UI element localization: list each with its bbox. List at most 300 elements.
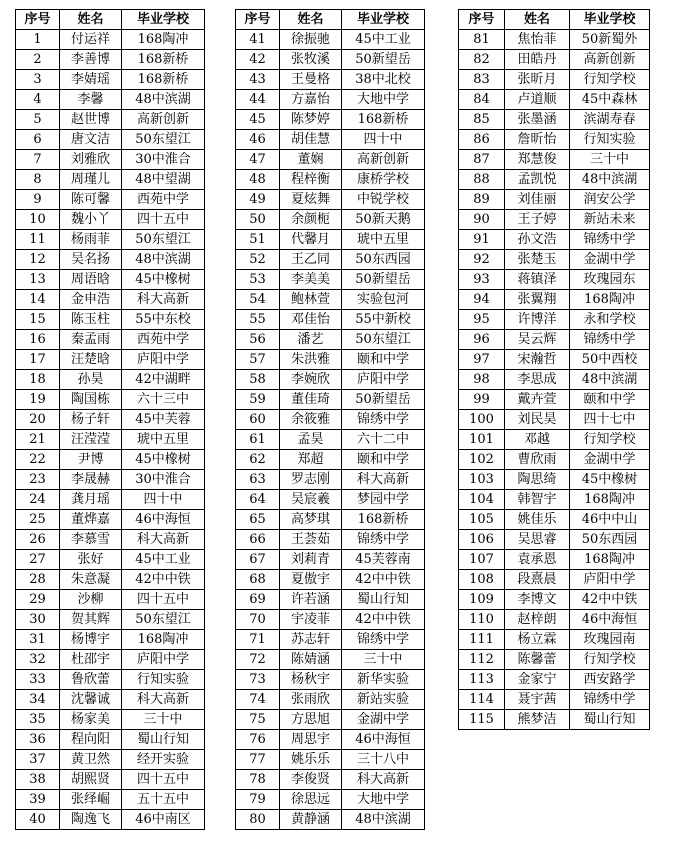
row-number: 30 [16,610,60,630]
school-name: 48中滨湖 [342,810,425,830]
student-name: 李婧瑶 [60,70,122,90]
row-number: 62 [236,450,280,470]
school-name: 颐和中学 [570,390,650,410]
table-row [459,50,650,70]
school-name: 锦绣中学 [570,230,650,250]
student-name: 唐文洁 [60,130,122,150]
table-row [459,110,650,130]
table-row [459,290,650,310]
school-name: 48中滨湖 [570,170,650,190]
table-row [16,330,205,350]
row-number: 72 [236,650,280,670]
school-name: 金湖中学 [570,450,650,470]
table-row [459,650,650,670]
school-name: 55中新校 [342,310,425,330]
table-row [16,150,205,170]
table-row [236,410,425,430]
row-number: 46 [236,130,280,150]
school-name: 48中滨湖 [122,90,205,110]
student-name: 李慕雪 [60,530,122,550]
table-row [16,450,205,470]
table-row [16,130,205,150]
school-name: 中锐学校 [342,190,425,210]
table-row [459,30,650,50]
student-name: 段熹晨 [505,570,570,590]
school-name: 50东望江 [122,130,205,150]
row-number: 73 [236,670,280,690]
student-name: 田皓丹 [505,50,570,70]
school-name: 48中滨湖 [122,250,205,270]
student-name: 陶国栋 [60,390,122,410]
student-name: 张牧溪 [280,50,342,70]
row-number: 25 [16,510,60,530]
roster-table-1 [15,9,205,830]
student-name: 贺其辉 [60,610,122,630]
row-number: 69 [236,590,280,610]
table-row [236,810,425,830]
table-row [236,250,425,270]
school-name: 48中望湖 [122,170,205,190]
row-number: 97 [459,350,505,370]
table-row [236,610,425,630]
table-row [236,750,425,770]
school-name: 西安路学 [570,670,650,690]
student-name: 袁承恩 [505,550,570,570]
row-number: 89 [459,190,505,210]
table-row [236,590,425,610]
school-name: 行知实验 [570,130,650,150]
row-number: 76 [236,730,280,750]
student-name: 龚月瑶 [60,490,122,510]
table-row [236,210,425,230]
row-number: 106 [459,530,505,550]
row-number: 65 [236,510,280,530]
student-name: 王乙同 [280,250,342,270]
row-number: 79 [236,790,280,810]
header-no: 序号 [236,10,280,30]
student-name: 程向阳 [60,730,122,750]
table-row [16,630,205,650]
table-row [236,190,425,210]
student-name: 卢道顺 [505,90,570,110]
table-row [236,450,425,470]
student-name: 孙昊 [60,370,122,390]
table-row [459,330,650,350]
row-number: 67 [236,550,280,570]
student-name: 代馨月 [280,230,342,250]
table-row [236,390,425,410]
table-row [236,330,425,350]
row-number: 2 [16,50,60,70]
row-number: 101 [459,430,505,450]
row-number: 59 [236,390,280,410]
table-row [16,30,205,50]
student-name: 陶逸飞 [60,810,122,830]
table-row [236,170,425,190]
table-row [236,770,425,790]
row-number: 77 [236,750,280,770]
school-name: 45中森林 [570,90,650,110]
header-no: 序号 [16,10,60,30]
school-name: 42中中铁 [122,570,205,590]
student-name: 程梓衡 [280,170,342,190]
row-number: 104 [459,490,505,510]
student-name: 方嘉怡 [280,90,342,110]
table-row [16,410,205,430]
student-name: 张好 [60,550,122,570]
student-name: 杨雨菲 [60,230,122,250]
table-row [459,530,650,550]
school-name: 42中中铁 [342,570,425,590]
table-row [459,550,650,570]
student-name: 吴思睿 [505,530,570,550]
table-row [236,30,425,50]
school-name: 锦绣中学 [570,690,650,710]
row-number: 98 [459,370,505,390]
table-row [459,150,650,170]
school-name: 三十中 [342,650,425,670]
student-name: 魏小丫 [60,210,122,230]
school-name: 梦园中学 [342,490,425,510]
table-row [16,670,205,690]
table-row [236,150,425,170]
student-name: 鲁欣蕾 [60,670,122,690]
table-row [16,770,205,790]
school-name: 蜀山行知 [122,730,205,750]
row-number: 86 [459,130,505,150]
student-name: 黄卫然 [60,750,122,770]
row-number: 108 [459,570,505,590]
student-name: 李馨 [60,90,122,110]
row-number: 29 [16,590,60,610]
table-row [459,170,650,190]
table-row [236,350,425,370]
student-name: 王荟茹 [280,530,342,550]
student-name: 曹欣雨 [505,450,570,470]
row-number: 23 [16,470,60,490]
school-name: 50东西园 [570,530,650,550]
school-name: 四十五中 [122,770,205,790]
school-name: 50新蜀外 [570,30,650,50]
school-name: 庐阳中学 [122,350,205,370]
student-name: 孙文浩 [505,230,570,250]
student-name: 刘佳丽 [505,190,570,210]
row-number: 56 [236,330,280,350]
student-name: 陈梦婷 [280,110,342,130]
school-name: 168陶冲 [570,490,650,510]
row-number: 100 [459,410,505,430]
header-row [236,10,425,30]
table-row [459,250,650,270]
school-name: 48中滨湖 [570,370,650,390]
row-number: 14 [16,290,60,310]
student-name: 宋瀚哲 [505,350,570,370]
table-row [236,730,425,750]
row-number: 40 [16,810,60,830]
row-number: 39 [16,790,60,810]
school-name: 168新桥 [342,110,425,130]
row-number: 21 [16,430,60,450]
table-row [236,510,425,530]
row-number: 99 [459,390,505,410]
student-name: 王曼格 [280,70,342,90]
school-name: 45中橡树 [122,270,205,290]
school-name: 锦绣中学 [342,530,425,550]
school-name: 大地中学 [342,790,425,810]
school-name: 庐阳中学 [342,370,425,390]
table-row [16,70,205,90]
student-name: 陈玉柱 [60,310,122,330]
table-row [16,710,205,730]
school-name: 168新桥 [122,50,205,70]
table-row [16,230,205,250]
table-row [16,190,205,210]
table-row [459,430,650,450]
school-name: 六十三中 [122,390,205,410]
school-name: 大地中学 [342,90,425,110]
school-name: 45中芙蓉 [122,410,205,430]
row-number: 49 [236,190,280,210]
header-school: 毕业学校 [570,10,650,30]
school-name: 50新望岳 [342,50,425,70]
row-number: 92 [459,250,505,270]
row-number: 87 [459,150,505,170]
table-row [16,810,205,830]
header-name: 姓名 [505,10,570,30]
row-number: 51 [236,230,280,250]
row-number: 70 [236,610,280,630]
row-number: 41 [236,30,280,50]
student-name: 张翼翔 [505,290,570,310]
table-row [459,470,650,490]
student-name: 徐思远 [280,790,342,810]
table-row [236,470,425,490]
row-number: 38 [16,770,60,790]
row-number: 45 [236,110,280,130]
table-row [236,630,425,650]
student-name: 董佳琦 [280,390,342,410]
student-name: 韩智宇 [505,490,570,510]
student-name: 潘艺 [280,330,342,350]
school-name: 168新桥 [122,70,205,90]
table-row [236,690,425,710]
student-name: 徐振驰 [280,30,342,50]
student-name: 聂宇茜 [505,690,570,710]
school-name: 庐阳中学 [570,570,650,590]
student-name: 胡熙贤 [60,770,122,790]
student-name: 李晟赫 [60,470,122,490]
student-name: 杨子轩 [60,410,122,430]
row-number: 3 [16,70,60,90]
row-number: 16 [16,330,60,350]
header-school: 毕业学校 [122,10,205,30]
table-row [459,450,650,470]
student-name: 熊梦洁 [505,710,570,730]
row-number: 102 [459,450,505,470]
school-name: 30中淮合 [122,470,205,490]
row-number: 4 [16,90,60,110]
table-row [236,650,425,670]
student-name: 吴宸羲 [280,490,342,510]
table-row [459,490,650,510]
student-name: 蒋镇泽 [505,270,570,290]
school-name: 滨湖寿春 [570,110,650,130]
school-name: 科大高新 [122,690,205,710]
row-number: 44 [236,90,280,110]
row-number: 6 [16,130,60,150]
row-number: 113 [459,670,505,690]
school-name: 锦绣中学 [342,630,425,650]
header-name: 姓名 [60,10,122,30]
school-name: 46中中山 [570,510,650,530]
table-row [236,110,425,130]
student-name: 金家宁 [505,670,570,690]
table-row [459,570,650,590]
table-row [16,170,205,190]
school-name: 科大高新 [122,530,205,550]
row-number: 43 [236,70,280,90]
table-row [236,790,425,810]
student-name: 汪楚晗 [60,350,122,370]
row-number: 61 [236,430,280,450]
student-name: 赵梓朗 [505,610,570,630]
row-number: 103 [459,470,505,490]
student-name: 李婉欣 [280,370,342,390]
school-name: 高新创新 [122,110,205,130]
student-name: 孟昊 [280,430,342,450]
school-name: 50新望岳 [342,390,425,410]
row-number: 52 [236,250,280,270]
table-row [16,110,205,130]
header-no: 序号 [459,10,505,30]
school-name: 行知学校 [570,430,650,450]
table-row [16,750,205,770]
row-number: 35 [16,710,60,730]
school-name: 实验包河 [342,290,425,310]
row-number: 20 [16,410,60,430]
school-name: 四十五中 [122,210,205,230]
school-name: 42中湖畔 [122,370,205,390]
student-name: 杨立霖 [505,630,570,650]
student-name: 秦孟雨 [60,330,122,350]
table-row [236,710,425,730]
student-name: 张绎崛 [60,790,122,810]
table-row [16,390,205,410]
row-number: 63 [236,470,280,490]
school-name: 颐和中学 [342,450,425,470]
row-number: 90 [459,210,505,230]
table-row [16,510,205,530]
table-row [459,590,650,610]
school-name: 45中橡树 [570,470,650,490]
row-number: 115 [459,710,505,730]
table-row [16,50,205,70]
school-name: 颐和中学 [342,350,425,370]
row-number: 47 [236,150,280,170]
school-name: 行知学校 [570,70,650,90]
student-name: 周思宇 [280,730,342,750]
table-row [459,70,650,90]
school-name: 168陶冲 [122,630,205,650]
row-number: 96 [459,330,505,350]
row-number: 94 [459,290,505,310]
table-row [236,370,425,390]
school-name: 永和学校 [570,310,650,330]
school-name: 42中中铁 [570,590,650,610]
school-name: 五十五中 [122,790,205,810]
table-row [236,530,425,550]
student-name: 杨家美 [60,710,122,730]
school-name: 38中北校 [342,70,425,90]
row-number: 83 [459,70,505,90]
row-number: 109 [459,590,505,610]
school-name: 42中中铁 [342,610,425,630]
student-name: 余颜枙 [280,210,342,230]
row-number: 1 [16,30,60,50]
row-number: 55 [236,310,280,330]
student-name: 许博洋 [505,310,570,330]
row-number: 80 [236,810,280,830]
table-row [16,270,205,290]
row-number: 11 [16,230,60,250]
school-name: 50东望江 [342,330,425,350]
roster-table-3 [458,9,650,730]
row-number: 31 [16,630,60,650]
table-row [236,570,425,590]
row-number: 50 [236,210,280,230]
student-name: 戴卉萱 [505,390,570,410]
student-name: 方思旭 [280,710,342,730]
student-name: 宇凌菲 [280,610,342,630]
student-name: 高梦琪 [280,510,342,530]
table-row [16,250,205,270]
header-row [459,10,650,30]
row-number: 8 [16,170,60,190]
school-name: 46中南区 [122,810,205,830]
row-number: 82 [459,50,505,70]
student-name: 张楚玉 [505,250,570,270]
student-name: 王子婷 [505,210,570,230]
row-number: 26 [16,530,60,550]
school-name: 168陶冲 [122,30,205,50]
table-row [16,470,205,490]
student-name: 杨秋宇 [280,670,342,690]
student-name: 刘雅欣 [60,150,122,170]
student-name: 李美美 [280,270,342,290]
student-name: 孟凯悦 [505,170,570,190]
student-name: 张雨欣 [280,690,342,710]
school-name: 金湖中学 [570,250,650,270]
student-name: 沙柳 [60,590,122,610]
student-name: 陈婧涵 [280,650,342,670]
table-row [16,490,205,510]
row-number: 5 [16,110,60,130]
row-number: 17 [16,350,60,370]
table-row [16,430,205,450]
row-number: 42 [236,50,280,70]
row-number: 110 [459,610,505,630]
student-name: 杜邵宇 [60,650,122,670]
row-number: 74 [236,690,280,710]
school-name: 庐阳中学 [122,650,205,670]
student-name: 黄静涵 [280,810,342,830]
school-name: 50东望江 [122,230,205,250]
table-row [459,630,650,650]
table-row [16,730,205,750]
table-row [16,530,205,550]
student-name: 金申浩 [60,290,122,310]
school-name: 四十五中 [122,590,205,610]
